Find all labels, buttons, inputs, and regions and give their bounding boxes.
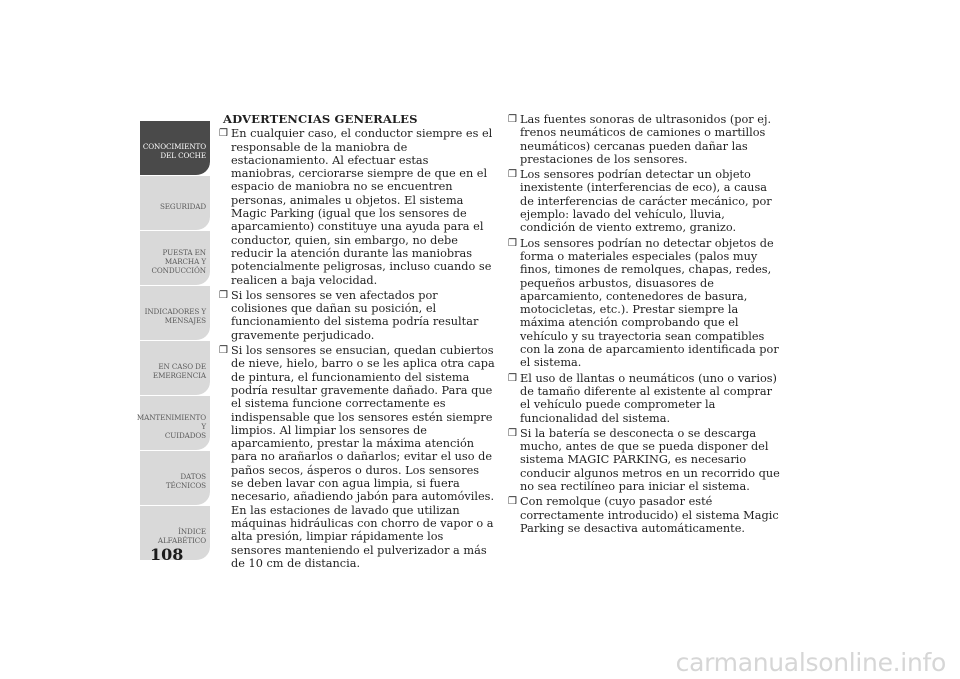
tab-label: MANTENIMIENTO Y CUIDADOS	[136, 412, 206, 440]
checkbox-bullet-icon: ❒	[508, 169, 517, 181]
item-text: Las fuentes sonoras de ultrasonidos (por ej. frenos neumáticos de camiones o martillos neumáticos) cercanas pueden dañar las prestaciones de los sensores.	[520, 113, 772, 166]
tab-seguridad[interactable]	[140, 176, 210, 231]
checkbox-bullet-icon: ❒	[219, 289, 228, 301]
section-heading: ADVERTENCIAS GENERALES	[223, 112, 418, 126]
item-text: En cualquier caso, el conductor siempre es el responsable de la maniobra de estacionamiento. Al efectuar estas maniobras, cerciorarse siempre de que en el espacio de maniobra no se encuentren personas, animales u objetos. El sistema Magic Parking (igual que los sensores de aparcamiento) constituye una ayuda para el conductor, quien, sin embargo, no debe reducir la atención durante las maniobras potencialmente peligrosas, incluso cuando se realicen a baja velocidad.	[231, 127, 493, 287]
list-item	[219, 289, 495, 342]
chapter-tabs	[136, 121, 210, 561]
tab-datos-tecnicos[interactable]	[140, 451, 210, 506]
list-item	[508, 372, 780, 425]
tab-label: SEGURIDAD	[159, 201, 206, 211]
list-item	[219, 127, 495, 287]
item-text: Con remolque (cuyo pasador esté correctamente introducido) el sistema Magic Parking se desactiva automáticamente.	[520, 495, 779, 535]
item-text: Si la batería se desconecta o se descarga mucho, antes de que se pueda disponer del sistema MAGIC PARKING, es necesario conducir algunos metros en un recorrido que no sea rectilíneo para iniciar el sistema.	[520, 426, 780, 494]
checkbox-bullet-icon: ❒	[219, 128, 228, 140]
list-item	[508, 495, 780, 535]
tab-puesta-en-marcha[interactable]	[140, 231, 210, 286]
list-item	[508, 427, 780, 493]
list-item	[219, 344, 495, 570]
list-item	[508, 168, 780, 234]
tab-label: PUESTA EN MARCHA Y CONDUCCIÓN	[151, 247, 206, 275]
tab-indicadores-y-mensajes[interactable]	[140, 286, 210, 341]
checkbox-bullet-icon: ❒	[508, 427, 517, 439]
tab-en-caso-de-emergencia[interactable]	[140, 341, 210, 396]
checkbox-bullet-icon: ❒	[508, 496, 517, 508]
item-text: El uso de llantas o neumáticos (uno o varios) de tamaño diferente al existente al comprar el vehículo puede comprometer la funcionalidad del sistema.	[520, 371, 777, 425]
checkbox-bullet-icon: ❒	[508, 372, 517, 384]
tab-label: CONOCIMIENTO DEL COCHE	[142, 142, 206, 160]
tab-label: DATOS TÉCNICOS	[165, 472, 206, 490]
tab-label: EN CASO DE EMERGENCIA	[152, 362, 206, 380]
tab-label: INDICADORES Y MENSAJES	[144, 307, 206, 325]
item-text: Los sensores podrían detectar un objeto inexistente (interferencias de eco), a causa de interferencias de carácter mecánico, por ejemplo: lavado del vehículo, lluvia, condición de viento extremo, granizo.	[520, 168, 772, 235]
list-item	[508, 237, 780, 370]
tab-label: ÍNDICE ALFABÉTICO	[157, 527, 206, 545]
list-item	[508, 113, 780, 166]
checkbox-bullet-icon: ❒	[219, 345, 228, 357]
watermark: carmanualsonline.info	[675, 648, 946, 677]
right-column	[508, 113, 780, 537]
left-column	[219, 113, 495, 572]
tab-conocimiento-del-coche[interactable]	[140, 121, 210, 176]
item-text: Los sensores podrían no detectar objetos de forma o materiales especiales (palos muy finos, timones de remolques, chapas, redes, pequeños arbustos, disuasores de aparcamiento, contenedores de basura, motocicletas, etc.). Prestar siempre la máxima atención comprobando que el vehículo y su trayectoria sean compatibles con la zona de aparcamiento identificada por el sistema.	[520, 236, 779, 370]
item-text: Si los sensores se ensucian, quedan cubiertos de nieve, hielo, barro o se les aplica otra capa de pintura, el funcionamiento del sistema podría resultar gravemente dañado. Para que el sistema funcione correctamente es indispensable que los sensores estén siempre limpios. Al limpiar los sensores de aparcamiento, prestar la máxima atención para no arañarlos o dañarlos; evitar el uso de paños secos, ásperos o duros. Los sensores se deben lavar con agua limpia, si fuera necesario, añadiendo jabón para automóviles. En las estaciones de lavado que utilizan máquinas hidráulicas con chorro de vapor o a alta presión, limpiar rápidamente los sensores manteniendo el pulverizador a más de 10 cm de distancia.	[231, 344, 495, 570]
item-text: Si los sensores se ven afectados por colisiones que dañan su posición, el funcionamiento del sistema podría resultar gravemente perjudicado.	[231, 288, 479, 342]
tab-mantenimiento-y-cuidados[interactable]	[136, 396, 210, 451]
page-number: 108	[150, 545, 184, 564]
checkbox-bullet-icon: ❒	[508, 237, 517, 249]
checkbox-bullet-icon: ❒	[508, 114, 517, 125]
